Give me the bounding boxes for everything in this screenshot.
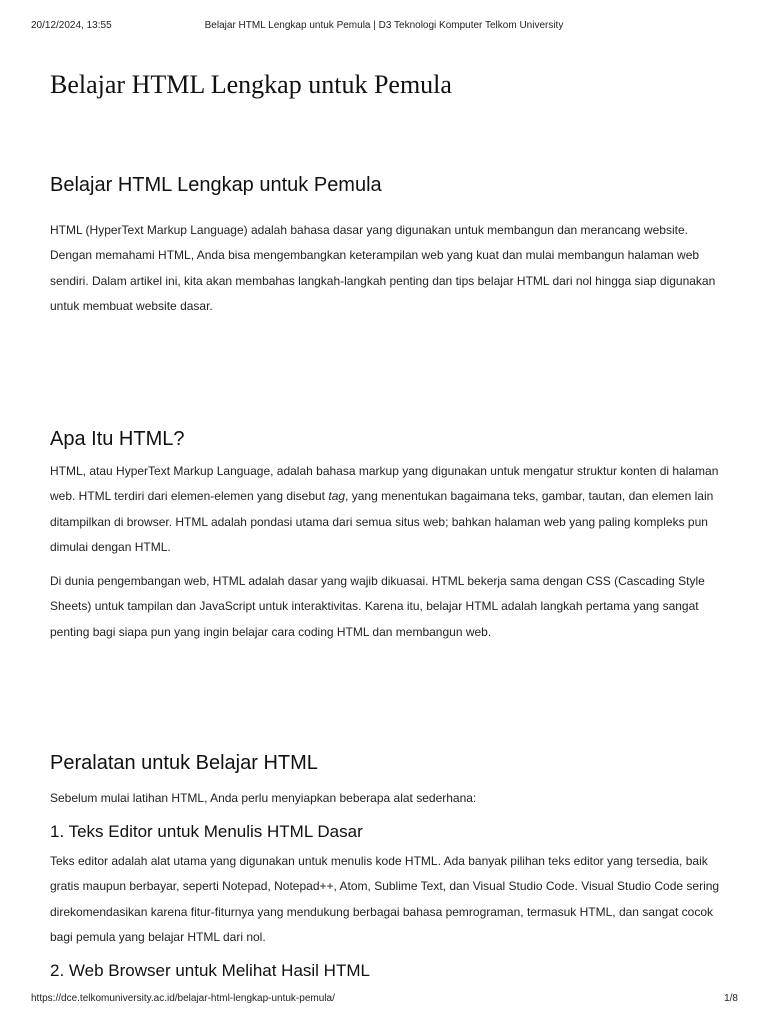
heading-web-browser: 2. Web Browser untuk Melihat Hasil HTML (50, 961, 370, 980)
what-is-html-paragraph-2: Di dunia pengembangan web, HTML adalah dasar yang wajib dikuasai. HTML bekerja sama dengan CSS (Cascading Style Sheets) untuk tampilan dan JavaScript untuk interaktivitas. Karena itu, belajar HTML adalah langkah pertama yang sangat penting bagi siapa pun yang ingin belajar cara coding HTML dan membangun web. (50, 574, 705, 639)
print-document-title: Belajar HTML Lengkap untuk Pemula | D3 Teknologi Komputer Telkom University (204, 20, 564, 31)
print-header (0, 20, 768, 34)
intro-paragraph: HTML (HyperText Markup Language) adalah bahasa dasar yang digunakan untuk membangun dan merancang website. Dengan memahami HTML, Anda bisa mengembangkan keterampilan web yang kuat dan mulai membangun halaman web sendiri. Dalam artikel ini, kita akan membahas langkah-langkah penting dan tips belajar HTML dari nol hingga siap digunakan untuk membuat website dasar. (50, 223, 716, 313)
heading-text-editor: 1. Teks Editor untuk Menulis HTML Dasar (50, 822, 363, 841)
tools-intro-paragraph: Sebelum mulai latihan HTML, Anda perlu menyiapkan beberapa alat sederhana: (50, 791, 477, 805)
print-url: https://dce.telkomuniversity.ac.id/belajar-html-lengkap-untuk-pemula/ (31, 993, 335, 1004)
heading-intro: Belajar HTML Lengkap untuk Pemula (50, 174, 382, 196)
what-is-html-paragraph-1 (50, 459, 720, 560)
what-p1-text-after: , yang menentukan bagaimana teks, gambar, tautan, dan elemen lain ditampilkan di browser. HTML adalah pondasi utama dari semua situs web; bahkan halaman web yang paling kompleks pun dimulai dengan HTML. (50, 489, 714, 554)
print-footer (0, 993, 768, 1007)
heading-tools: Peralatan untuk Belajar HTML (50, 752, 318, 774)
text-editor-paragraph: Teks editor adalah alat utama yang digunakan untuk menulis kode HTML. Ada banyak pilihan teks editor yang tersedia, baik gratis maupun berbayar, seperti Notepad, Notepad++, Atom, Sublime Text, dan Visual Studio Code. Visual Studio Code sering direkomendasikan karena fitur-fiturnya yang mendukung berbagai bahasa pemrograman, termasuk HTML, dan sangat cocok bagi pemula yang belajar HTML dari nol. (50, 854, 720, 944)
heading-what-is-html: Apa Itu HTML? (50, 428, 185, 450)
what-p1-text-before: HTML, atau HyperText Markup Language, adalah bahasa markup yang digunakan untuk mengatur struktur konten di halaman web. HTML terdiri dari elemen-elemen yang disebut (50, 464, 719, 504)
print-datetime: 20/12/2024, 13:55 (31, 20, 112, 31)
page-number: 1/8 (724, 993, 738, 1004)
page-title: Belajar HTML Lengkap untuk Pemula (50, 70, 452, 99)
tag-term: tag (328, 489, 346, 504)
